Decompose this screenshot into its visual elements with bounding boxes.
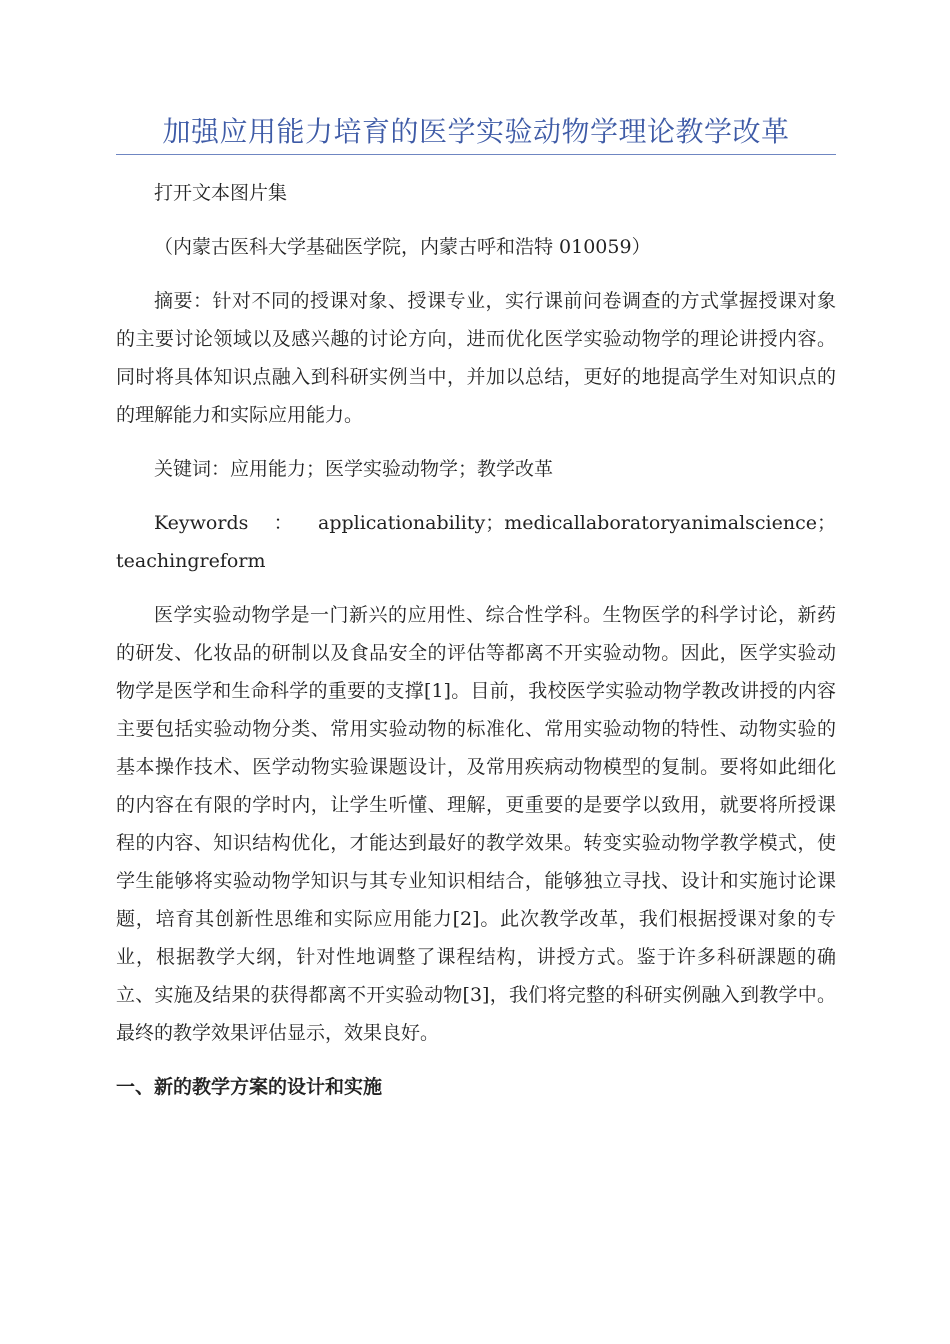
keywords-en: Keywords：applicationability；medicallaboratoryanimalscience；teachingreform — [116, 512, 836, 572]
intro-paragraph: 医学实验动物学是一门新兴的应用性、综合性学科。生物医学的科学讨论，新药的研发、化妆品的研制以及食品安全的评估等都离不开实验动物。因此，医学实验动物学是医学和生命科学的重要的支撑[1]。目前，我校医学实验动物学教改讲授的内容主要包括实验动物分类、常用实验动物的标准化、常用实验动物的特性、动物实验的基本操作技术、医学动物实验课题设计，及常用疾病动物模型的复制。要将如此细化的内容在有限的学时内，让学生听懂、理解，更重要的是要学以致用，就要将所授课程的内容、知识结构优化，才能达到最好的教学效果。转变实验动物学教学模式，使学生能够将实验动物学知识与其专业知识相结合，能够独立寻找、设计和实施讨论课题，培育其创新性思维和实际应用能力[2]。此次教学改革，我们根据授课对象的专业，根据教学大纲，针对性地调整了课程结构，讲授方式。鉴于许多科研課题的确立、实施及结果的获得都离不开实验动物[3]，我们将完整的科研实例融入到教学中。最终的教学效果评估显示，效果良好。 — [116, 604, 836, 1044]
document-title: 加强应用能力培育的医学实验动物学理论教学改革 — [162, 115, 790, 148]
affiliation: （内蒙古医科大学基础医学院，内蒙古呼和浩特 010059） — [154, 236, 651, 258]
keywords-cn: 关键词：应用能力；医学实验动物学；教学改革 — [154, 458, 554, 480]
document-body — [116, 174, 836, 1106]
section-heading: 一、新的教学方案的设计和实施 — [116, 1076, 383, 1098]
open-gallery-text: 打开文本图片集 — [154, 182, 288, 204]
abstract: 摘要：针对不同的授课对象、授课专业，实行课前问卷调查的方式掌握授课对象的主要讨论领域以及感兴趣的讨论方向，进而优化医学实验动物学的理论讲授内容。同时将具体知识点融入到科研实例当中，并加以总结，更好的地提高学生对知识点的的理解能力和实际应用能力。 — [116, 290, 836, 426]
title-underline — [116, 154, 836, 155]
